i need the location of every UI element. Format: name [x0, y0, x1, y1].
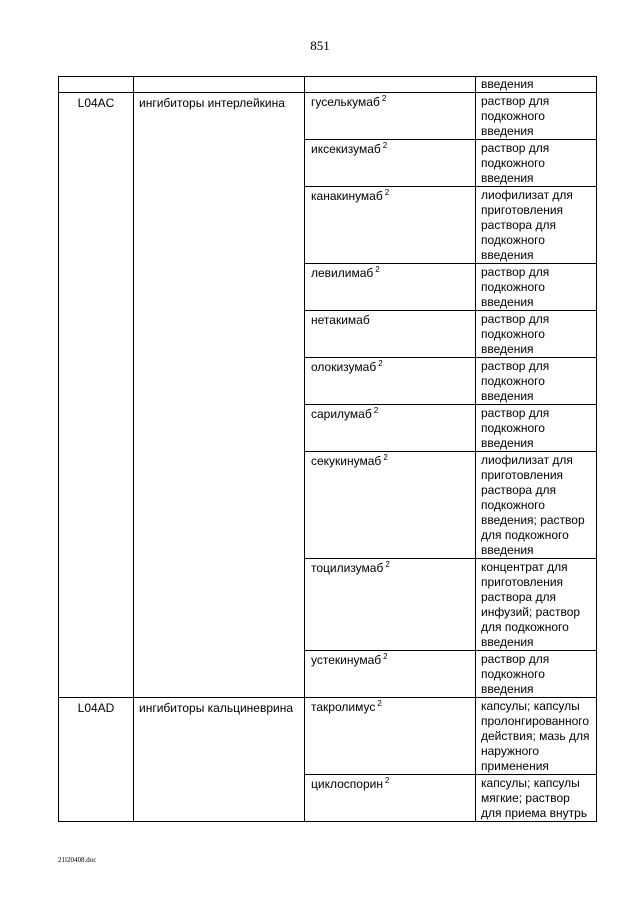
dosage-form: раствор для подкожного введения [476, 651, 597, 698]
drug-name: циклоспорин $^2$ [305, 775, 476, 822]
drug-name: такролимус $^2$ [305, 698, 476, 775]
drug-row [59, 698, 597, 775]
dosage-form: капсулы; капсулы пролонгированного действия; мазь для наружного применения [476, 698, 597, 775]
footnote-mark: 2 [377, 699, 382, 708]
atc-code: L04AC [59, 93, 134, 698]
footnote-mark: 2 [384, 776, 390, 785]
dosage-form: раствор для подкожного введения [476, 311, 597, 358]
drug-name: тоцилизумаб $^2$ [305, 559, 476, 651]
dosage-form: раствор для подкожного введения [476, 405, 597, 452]
continuation-row [59, 77, 597, 93]
code-cell [59, 77, 134, 93]
dosage-form: раствор для подкожного введения [476, 264, 597, 311]
drug-name: канакинумаб $^2$ [305, 187, 476, 264]
dosage-form: раствор для подкожного введения [476, 140, 597, 187]
group-cell [134, 77, 305, 93]
document-filename: 21l20408.doc [58, 856, 97, 864]
drug-name: олокизумаб $^2$ [305, 358, 476, 405]
drug-name: устекинумаб $^2$ [305, 651, 476, 698]
drug-name: секукинумаб $^2$ [305, 452, 476, 559]
footnote-mark: 2 [384, 188, 390, 197]
drug-name: нетакимаб [305, 311, 476, 358]
footnote-mark: 2 [385, 560, 390, 569]
drug-name: гуселькумаб $^2$ [305, 93, 476, 140]
page-number: 851 [310, 38, 330, 53]
footnote-mark: 2 [383, 652, 388, 661]
dosage-form: лиофилизат для приготовления раствора для подкожного введения; раствор для подкожного введения [476, 452, 597, 559]
drug-table [58, 76, 597, 822]
drug-name: сарилумаб $^2$ [305, 405, 476, 452]
drug-name: левилимаб $^2$ [305, 264, 476, 311]
drug-cell [305, 77, 476, 93]
footnote-mark: 2 [373, 406, 379, 415]
drug-name: иксекизумаб $^2$ [305, 140, 476, 187]
drug-group-name: ингибиторы кальциневрина [134, 698, 305, 822]
drug-row [59, 93, 597, 140]
footnote-mark: 2 [378, 359, 383, 368]
dosage-form: раствор для подкожного введения [476, 358, 597, 405]
dosage-form: концентрат для приготовления раствора для инфузий; раствор для подкожного введения [476, 559, 597, 651]
atc-code: L04AD [59, 698, 134, 822]
dosage-form: лиофилизат для приготовления раствора для подкожного введения [476, 187, 597, 264]
dosage-form: раствор для подкожного введения [476, 93, 597, 140]
footnote-mark: 2 [381, 94, 387, 103]
footnote-mark: 2 [383, 453, 388, 462]
drug-group-name: ингибиторы интерлейкина [134, 93, 305, 698]
dosage-form: капсулы; капсулы мягкие; раствор для приема внутрь [476, 775, 597, 822]
footnote-mark: 2 [375, 265, 380, 274]
dosage-form-cell: введения [476, 77, 597, 93]
footnote-mark: 2 [382, 141, 388, 150]
